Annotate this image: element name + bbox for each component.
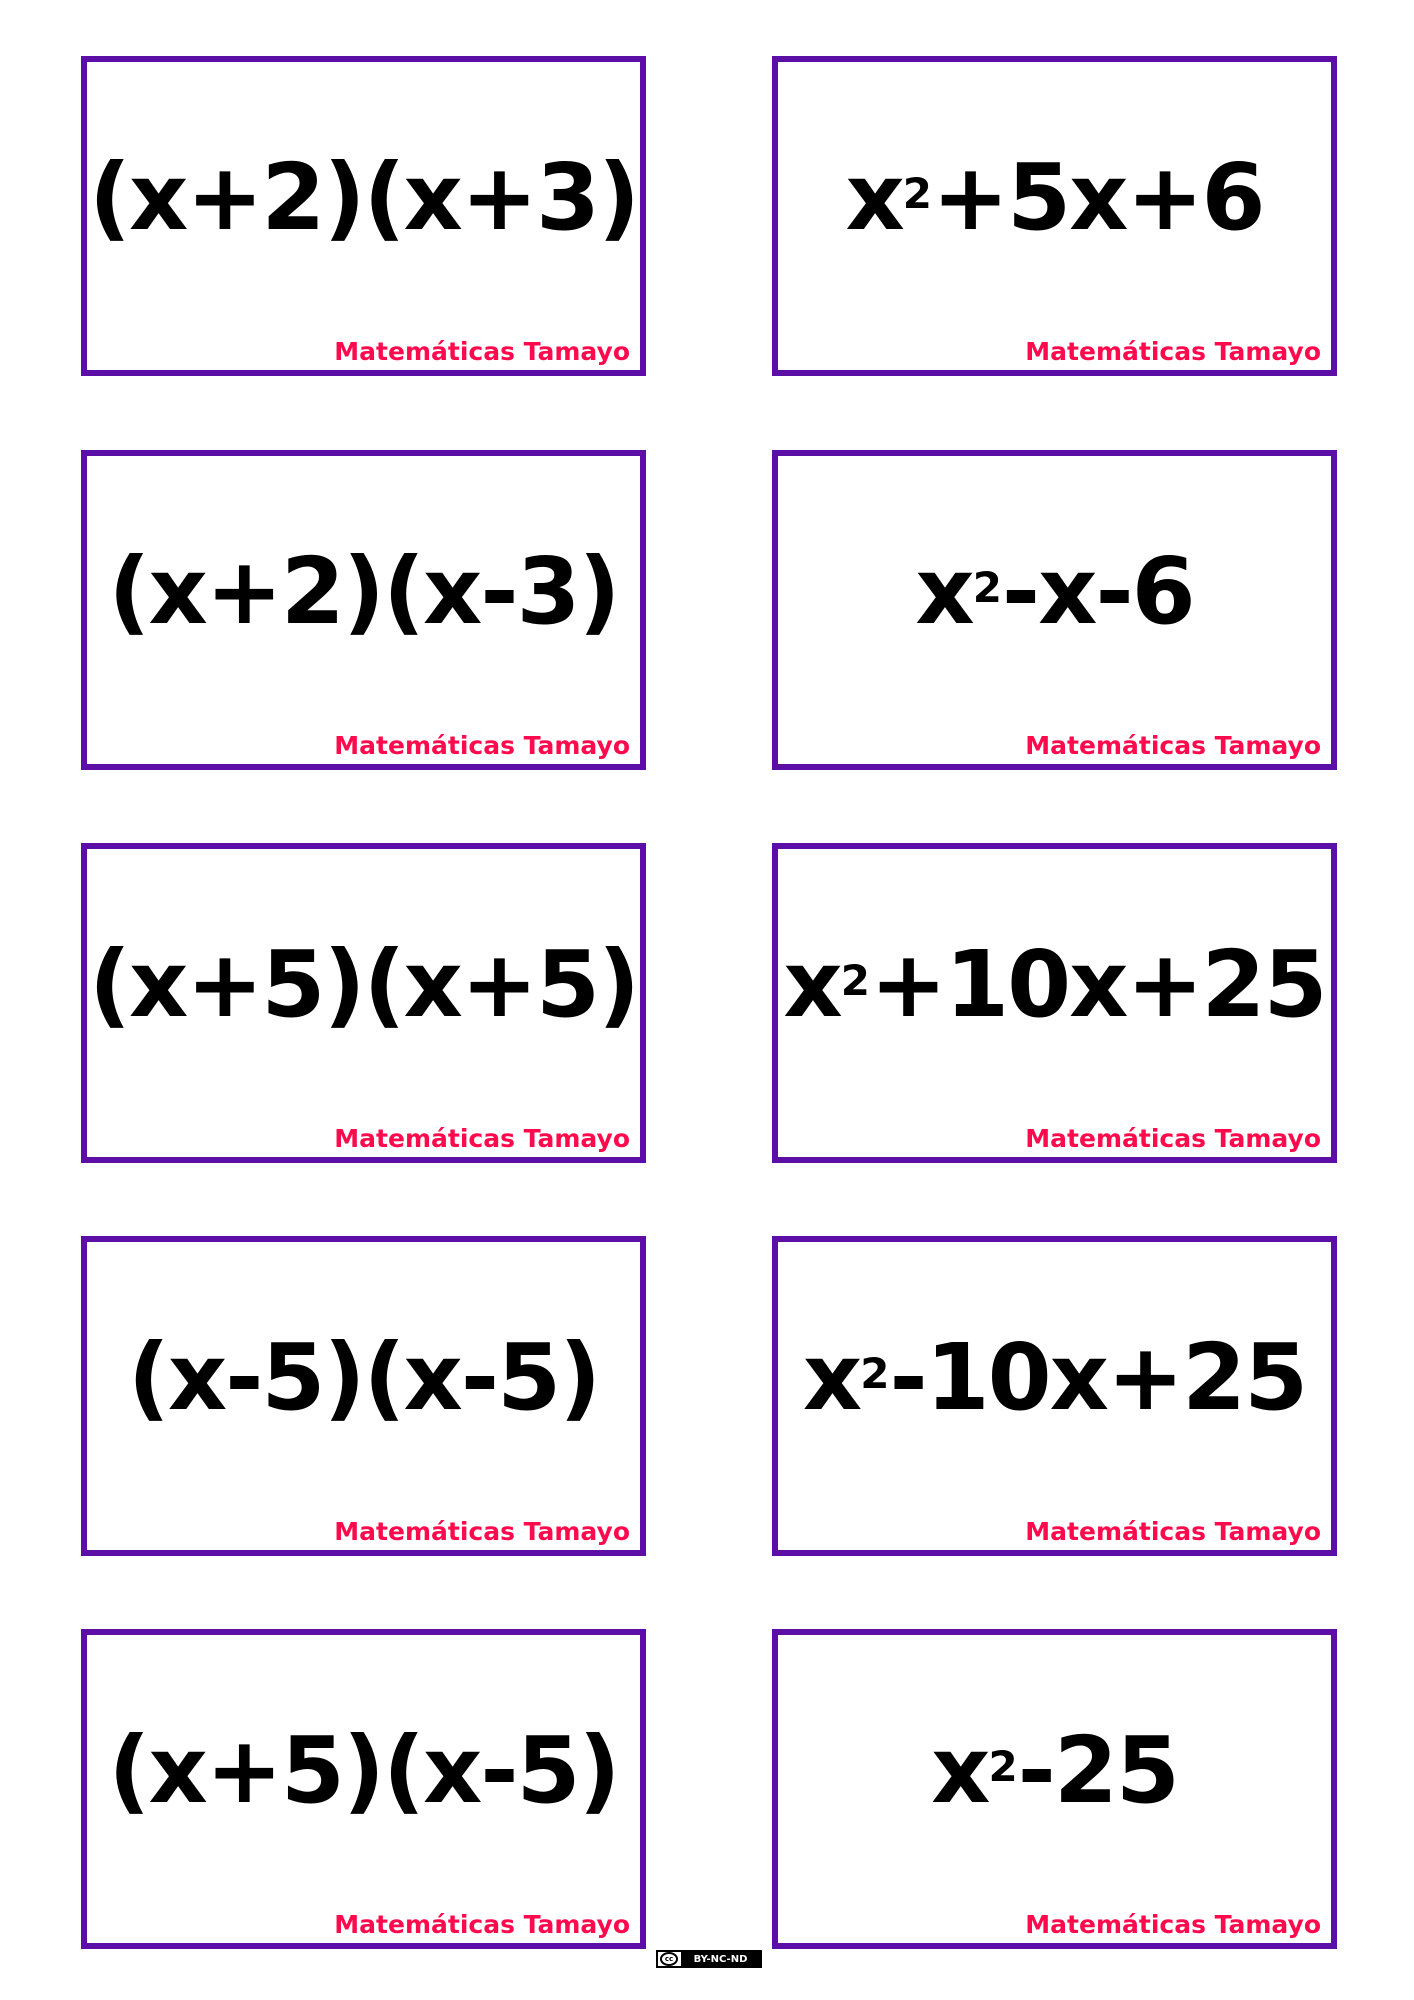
expression-base: x [915, 537, 973, 645]
brand-label: Matemáticas Tamayo [1025, 1517, 1321, 1546]
flashcard [81, 56, 646, 376]
flashcard [772, 450, 1337, 770]
expression-expanded [778, 62, 1331, 332]
brand-label: Matemáticas Tamayo [334, 1517, 630, 1546]
flashcard [81, 1629, 646, 1949]
expression-base: x [783, 930, 841, 1038]
expression-exponent: 2 [840, 955, 870, 1005]
expression-factored: (x-5)(x-5) [127, 1323, 600, 1431]
expression-factored: (x+2)(x-3) [108, 537, 619, 645]
brand-label: Matemáticas Tamayo [1025, 1910, 1321, 1939]
expression-exponent: 2 [972, 562, 1002, 612]
flashcard [772, 1236, 1337, 1556]
flashcard [772, 1629, 1337, 1949]
expression-rest: -x-6 [1001, 537, 1194, 645]
expression-expanded [778, 849, 1331, 1119]
brand-label: Matemáticas Tamayo [334, 337, 630, 366]
expression-exponent: 2 [860, 1348, 890, 1398]
brand-label: Matemáticas Tamayo [334, 731, 630, 760]
brand-label: Matemáticas Tamayo [334, 1124, 630, 1153]
expression-factored: (x+5)(x-5) [108, 1716, 619, 1824]
expression-rest: -25 [1017, 1716, 1178, 1824]
expression-rest: -10x+25 [889, 1323, 1307, 1431]
cc-icon: cc [660, 1952, 678, 1966]
expression-base: x [931, 1716, 989, 1824]
brand-label: Matemáticas Tamayo [1025, 731, 1321, 760]
flashcard [81, 450, 646, 770]
brand-label: Matemáticas Tamayo [334, 1910, 630, 1939]
license-badge [656, 1950, 762, 1968]
brand-label: Matemáticas Tamayo [1025, 337, 1321, 366]
flashcard [81, 1236, 646, 1556]
flashcard [772, 843, 1337, 1163]
expression-exponent: 2 [988, 1741, 1018, 1791]
flashcard [772, 56, 1337, 376]
license-label: BY-NC-ND [681, 1952, 760, 1966]
expression-expanded [778, 1635, 1331, 1905]
expression-rest: +5x+6 [932, 143, 1264, 251]
expression-factored: (x+5)(x+5) [88, 930, 639, 1038]
flashcard [81, 843, 646, 1163]
expression-factored: (x+2)(x+3) [88, 143, 639, 251]
expression-exponent: 2 [902, 168, 933, 218]
expression-rest: +10x+25 [870, 930, 1326, 1038]
expression-expanded [778, 456, 1331, 726]
expression-base: x [845, 143, 903, 251]
expression-expanded [778, 1242, 1331, 1512]
expression-base: x [802, 1323, 861, 1431]
brand-label: Matemáticas Tamayo [1025, 1124, 1321, 1153]
